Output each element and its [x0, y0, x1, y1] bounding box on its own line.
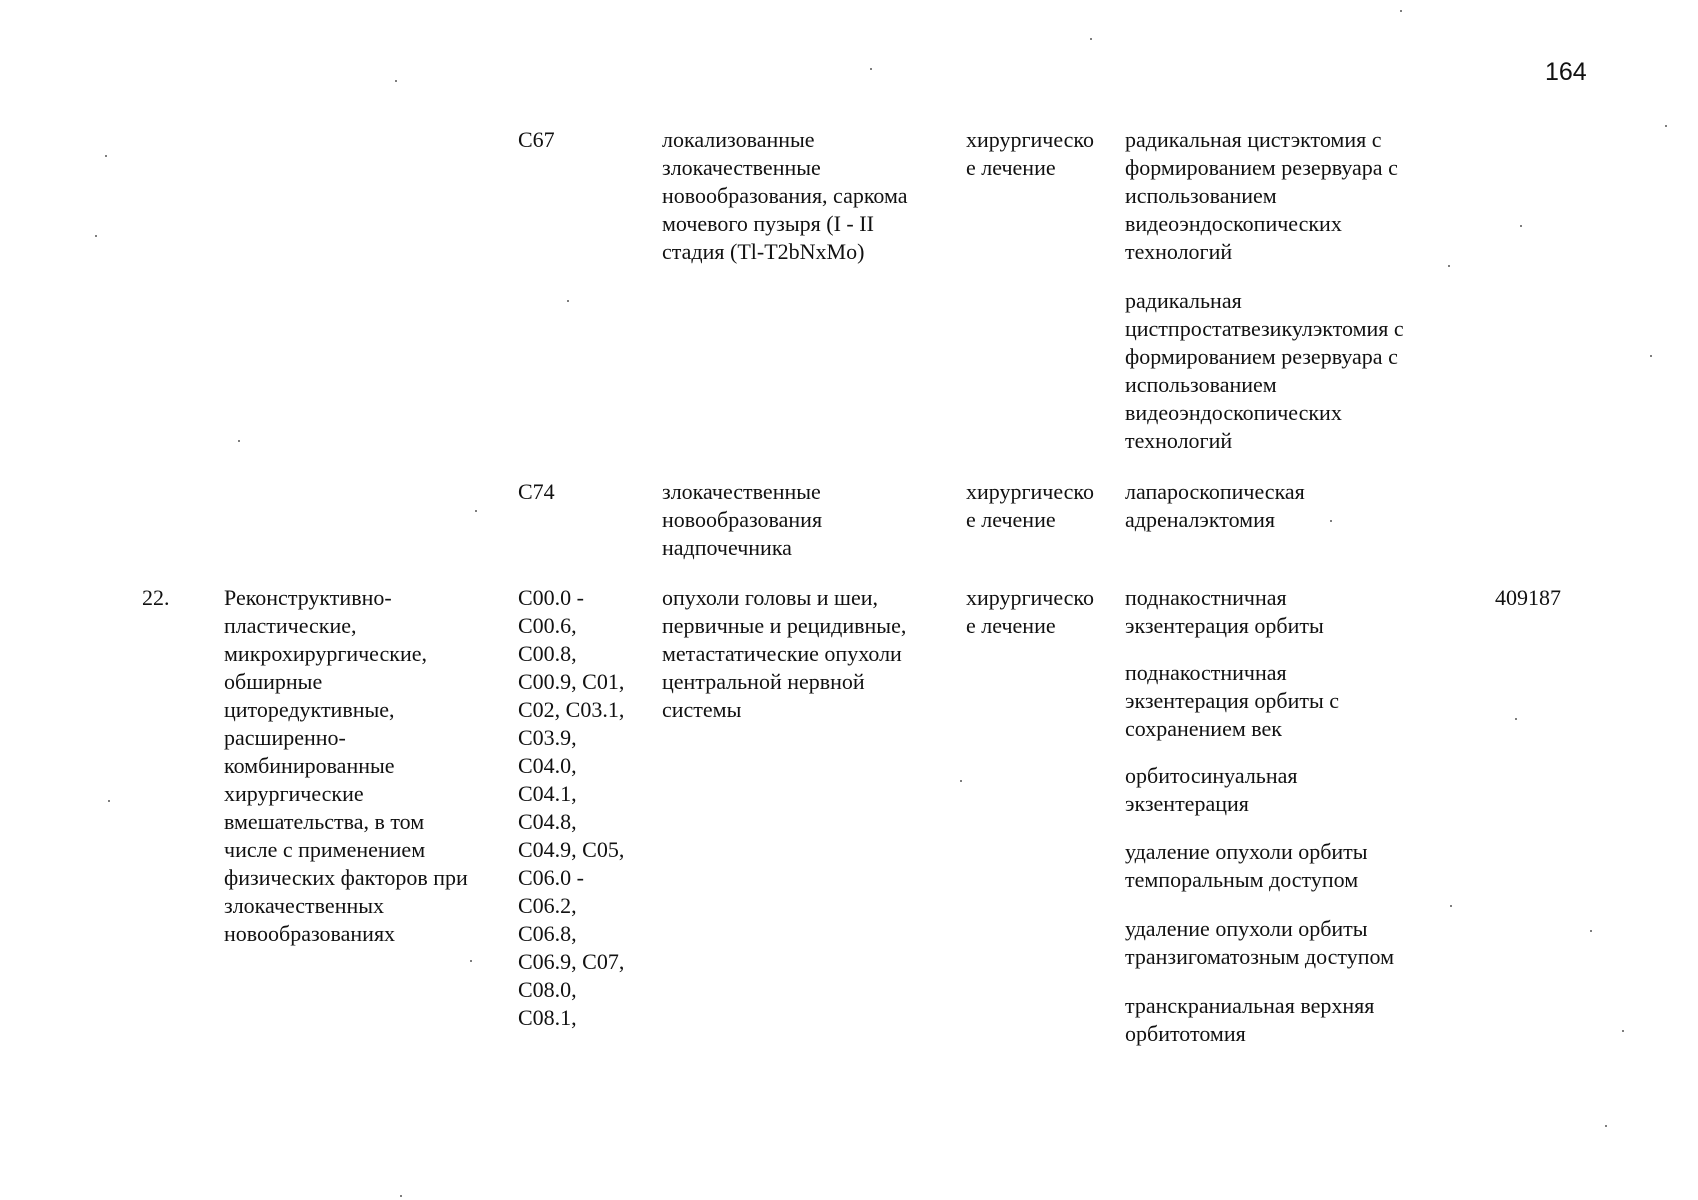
scan-speck: [105, 155, 107, 157]
scan-speck: [395, 80, 397, 82]
block2-code: C74: [518, 479, 555, 504]
block1-treatment-type: хирургическо е лечение: [966, 127, 1094, 180]
row22-name: Реконструктивно- пластические, микрохирургические, обширные циторедуктивные, расширенно- комбинированные хирургические вмешательства, в том числе с применением физических факторов при злокачественных новообразованиях: [224, 585, 468, 946]
block1-diagnosis: локализованные злокачественные новообразования, саркома мочевого пузыря (I - II стадия (Tl-T2bNxMo): [662, 127, 908, 264]
scan-speck: [870, 68, 872, 70]
scan-speck: [1448, 265, 1450, 267]
scan-speck: [567, 300, 569, 302]
scan-speck: [1665, 125, 1667, 127]
scan-speck: [1520, 225, 1522, 227]
scan-speck: [238, 440, 240, 442]
scan-speck: [1650, 355, 1652, 357]
row22-price: 409187: [1495, 585, 1561, 610]
row22-method-2: поднакостничная экзентерация орбиты с сохранением век: [1125, 660, 1340, 741]
row22-method-4: удаление опухоли орбиты темпоральным доступом: [1125, 839, 1368, 892]
block2-method-1: лапароскопическая адреналэктомия: [1125, 479, 1305, 532]
scan-speck: [108, 800, 110, 802]
scan-speck: [1605, 1125, 1607, 1127]
scan-speck: [1590, 930, 1592, 932]
scan-speck: [1090, 38, 1092, 40]
page-number: 164: [1545, 58, 1587, 86]
scan-speck: [960, 780, 962, 782]
scan-speck: [475, 510, 477, 512]
scan-speck: [1622, 1030, 1624, 1032]
block2-treatment-type: хирургическо е лечение: [966, 479, 1094, 532]
row22-method-1: поднакостничная экзентерация орбиты: [1125, 585, 1324, 638]
row22-treatment-type: хирургическо е лечение: [966, 585, 1094, 638]
scan-speck: [1400, 10, 1402, 12]
scan-speck: [95, 235, 97, 237]
row22-diagnosis: опухоли головы и шеи, первичные и рецидивные, метастатические опухоли центральной нервной системы: [662, 585, 907, 722]
block1-method-1: радикальная цистэктомия с формированием резервуара с использованием видеоэндоскопических технологий: [1125, 127, 1398, 264]
row22-method-5: удаление опухоли орбиты транзигоматозным доступом: [1125, 916, 1395, 969]
scan-speck: [470, 960, 472, 962]
block1-method-2: радикальная цистпростатвезикулэктомия с формированием резервуара с использованием видеоэндоскопических технологий: [1125, 288, 1404, 453]
row22-method-6: транскраниальная верхняя орбитотомия: [1125, 993, 1375, 1046]
row22-codes: C00.0 - C00.6, C00.8, C00.9, C01, C02, C03.1, C03.9, C04.0, C04.1, C04.8, C04.9, C05, C06.0 - C06.2, C06.8, C06.9, C07, C08.0, C08.1,: [518, 585, 625, 1030]
block2-diagnosis: злокачественные новообразования надпочечника: [662, 479, 823, 560]
scan-speck: [1515, 718, 1517, 720]
row22-method-3: орбитосинуальная экзентерация: [1125, 763, 1298, 816]
row22-number: 22.: [142, 585, 170, 610]
block1-code: C67: [518, 127, 555, 152]
scan-speck: [400, 1195, 402, 1197]
scan-speck: [1450, 905, 1452, 907]
scan-speck: [1330, 520, 1332, 522]
